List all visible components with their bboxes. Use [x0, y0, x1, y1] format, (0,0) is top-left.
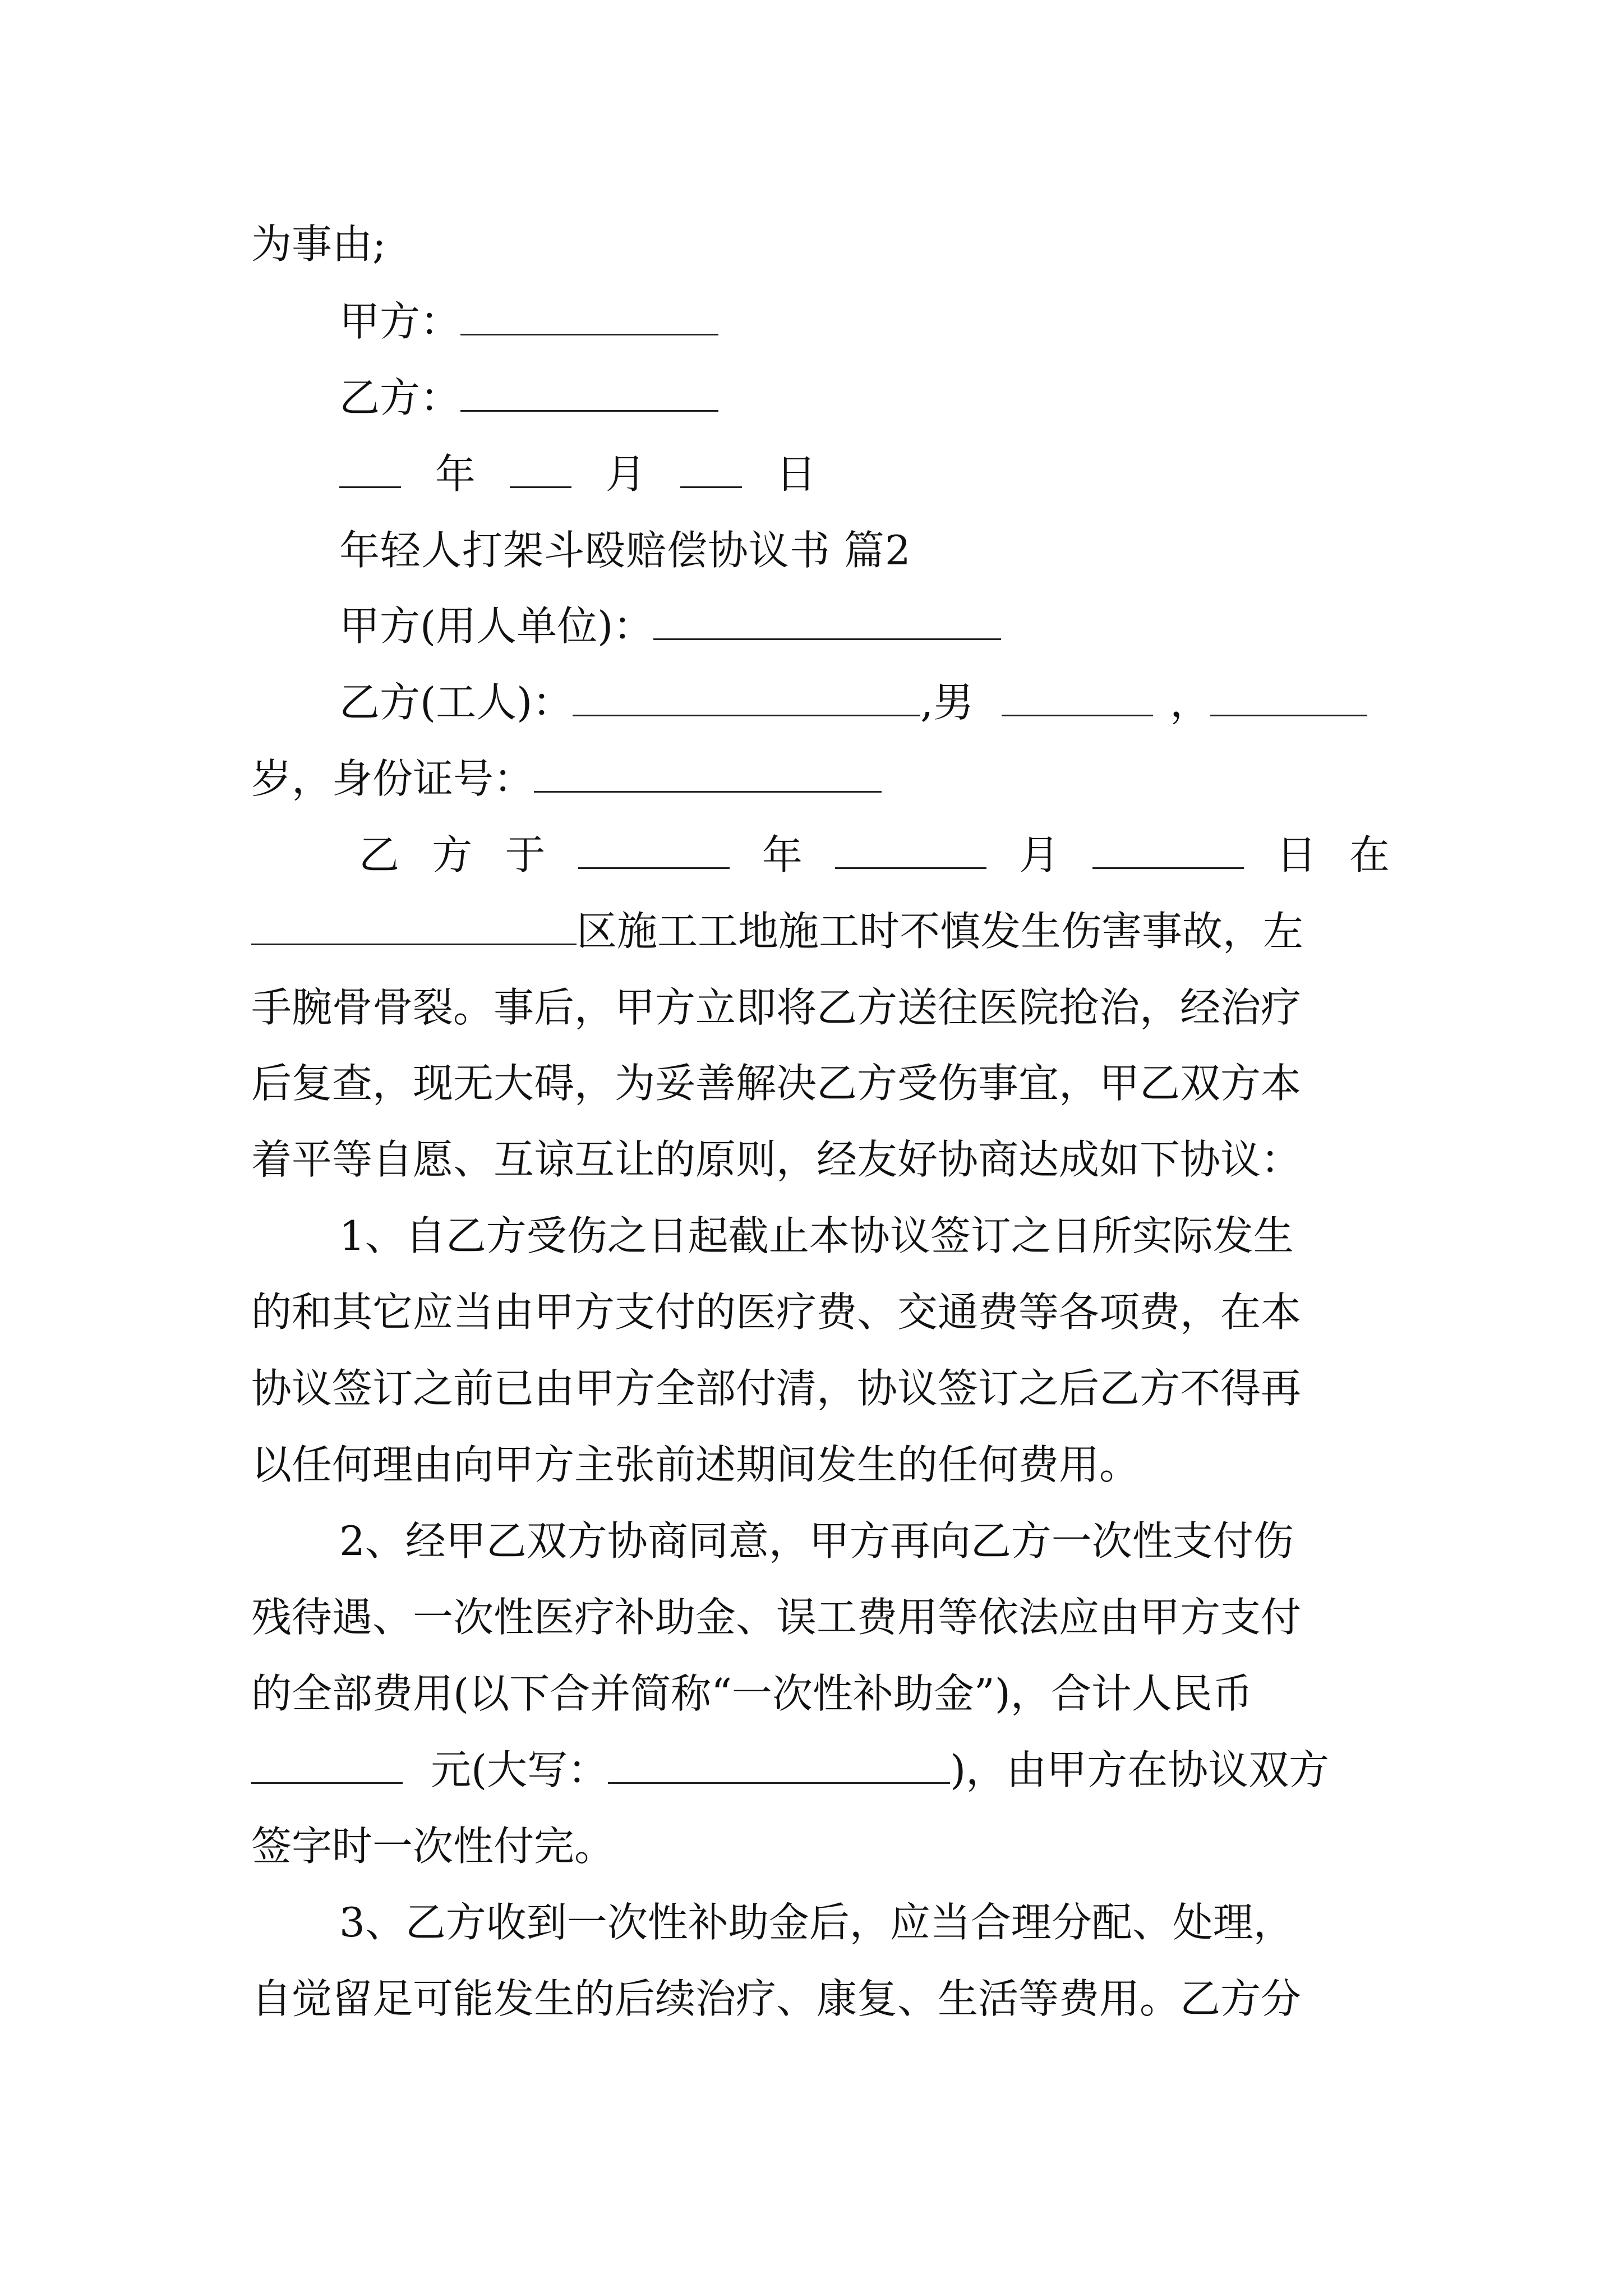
party-a-label: 甲方：: [339, 298, 461, 345]
blank-field: [653, 604, 1001, 640]
text-line: [251, 1665, 1390, 1722]
section-title: [339, 522, 1390, 578]
worker-line: [339, 674, 1390, 730]
text-line: [251, 1131, 1390, 1188]
text-line: [251, 1589, 1390, 1645]
section-title-text: 年轻人打架斗殴赔偿协议书 篇2: [339, 527, 911, 574]
day-label: 日: [1276, 831, 1317, 878]
party-b-signature-line: [339, 370, 1390, 426]
year-label: 年: [762, 831, 803, 878]
blank-field: [251, 909, 577, 945]
comma: ，: [1170, 679, 1211, 726]
blank-field: [510, 452, 571, 488]
text-line: [251, 216, 1390, 272]
blank-field: [578, 832, 730, 869]
text-char: 于: [505, 831, 546, 878]
line-text: 残待遇、一次性医疗补助金、误工费用等依法应由甲方支付: [251, 1594, 1302, 1641]
date-line: [339, 446, 1390, 502]
line-text: 的和其它应当由甲方支付的医疗费、交通费等各项费，在本: [251, 1289, 1302, 1336]
amount-line: [251, 1742, 1390, 1798]
text-line: [251, 1284, 1390, 1340]
text-line: [251, 1971, 1390, 2027]
text-line: [251, 1437, 1390, 1493]
text-char: 乙: [359, 831, 400, 878]
blank-field: [573, 680, 920, 716]
employer-label: 甲方(用人单位)：: [339, 602, 654, 650]
text-char: 在: [1349, 831, 1390, 878]
blank-field: [339, 452, 401, 488]
blank-field: [1002, 680, 1153, 716]
line-text: 协议签订之前已由甲方全部付清，协议签订之后乙方不得再: [251, 1365, 1302, 1412]
text-char: 方: [432, 831, 473, 878]
line-text: 的全部费用(以下合并简称“一次性补助金”)，合计人民币: [251, 1670, 1253, 1717]
line-text: 元(大写：: [431, 1746, 608, 1793]
id-line: [251, 751, 1390, 807]
text-line: [251, 979, 1390, 1036]
accident-date-line: [359, 827, 1390, 883]
line-text: 手腕骨骨裂。事后，甲方立即将乙方送往医院抢治，经治疗: [251, 984, 1302, 1031]
text-line: [251, 903, 1390, 959]
clause-3-line: [339, 1894, 1390, 1950]
blank-field: [1092, 832, 1244, 869]
party-b-label: 乙方：: [339, 374, 461, 421]
party-a-signature-line: [339, 293, 1390, 349]
text-line: [251, 1360, 1390, 1416]
text-line: [251, 1818, 1390, 1874]
blank-field: [534, 756, 882, 793]
blank-field: [680, 452, 742, 488]
blank-field: [460, 299, 718, 335]
line-text: 为事由;: [251, 220, 386, 268]
worker-label: 乙方(工人)：: [339, 679, 573, 726]
line-text: 2、经甲乙双方协商同意，甲方再向乙方一次性支付伤: [339, 1517, 1294, 1565]
employer-line: [339, 598, 1390, 654]
line-text: 1、自乙方受伤之日起截止本协议签订之日所实际发生: [339, 1212, 1294, 1259]
line-text: 以任何理由向甲方主张前述期间发生的任何费用。: [251, 1441, 1140, 1488]
id-label: 岁，身份证号：: [251, 755, 534, 802]
text-line: [251, 1055, 1390, 1111]
line-text: 区施工工地施工时不慎发生伤害事故，左: [577, 908, 1304, 955]
line-text: )，由甲方在协议双方: [950, 1746, 1330, 1793]
line-text: 签字时一次性付完。: [251, 1823, 615, 1870]
line-text: 3、乙方收到一次性补助金后，应当合理分配、处理，: [339, 1899, 1294, 1946]
day-label: 日: [776, 450, 817, 498]
month-label: 月: [1019, 831, 1060, 878]
line-text: 自觉留足可能发生的后续治疗、康复、生活等费用。乙方分: [251, 1975, 1302, 2022]
blank-field: [251, 1747, 403, 1784]
clause-1-line: [339, 1208, 1390, 1264]
blank-field: [835, 832, 986, 869]
gender-label: ,男: [920, 679, 974, 726]
blank-field: [460, 375, 718, 412]
blank-field: [1210, 680, 1367, 716]
blank-field: [608, 1747, 950, 1784]
line-text: 后复查，现无大碍，为妥善解决乙方受伤事宜，甲乙双方本: [251, 1060, 1302, 1107]
year-label: 年: [435, 450, 476, 498]
line-text: 着平等自愿、互谅互让的原则，经友好协商达成如下协议：: [251, 1136, 1302, 1183]
month-label: 月: [605, 450, 646, 498]
clause-2-line: [339, 1513, 1390, 1569]
